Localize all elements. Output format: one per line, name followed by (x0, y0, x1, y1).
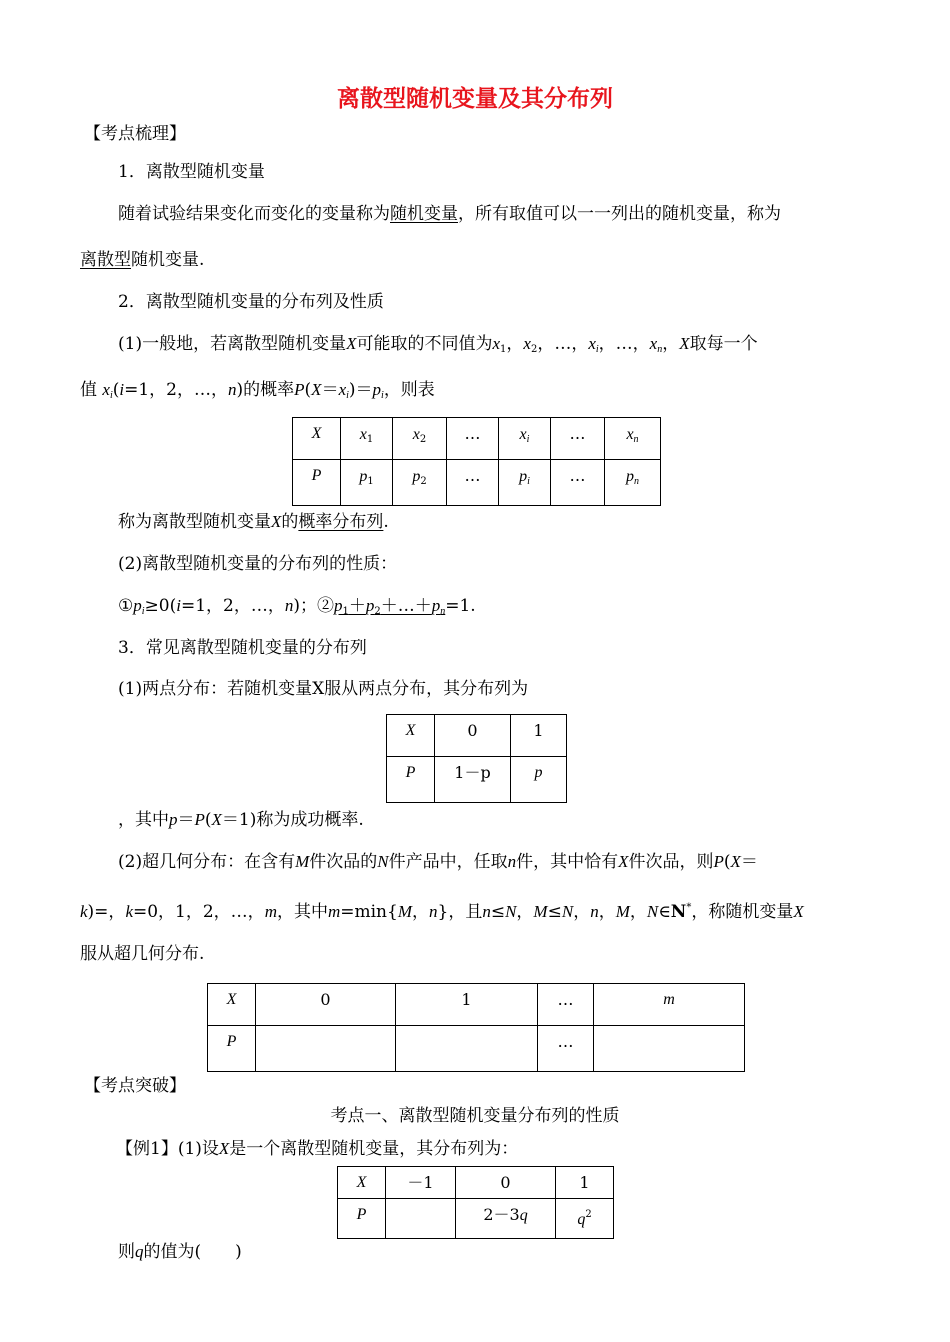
table-cell: … (447, 418, 499, 460)
table-cell: 0 (456, 1167, 556, 1199)
table-cell: X (387, 715, 435, 757)
table-cell: $x_n$ (605, 418, 661, 460)
section-header-breakthrough: 【考点突破】 (84, 1076, 186, 1096)
paragraph-called-distribution: 称为离散型随机变量X的概率分布列. (118, 512, 389, 532)
distribution-table-general (292, 417, 661, 506)
paragraph-distribution-line2: 值 $x_i(i=1$，2，…，n)的概率$P(X=x_i)=p_i$，则表 (80, 380, 435, 401)
table-cell: P (338, 1199, 386, 1239)
table-cell (594, 1026, 745, 1072)
table-cell: $p_2$ (393, 460, 447, 506)
table-cell: 1 (511, 715, 567, 757)
table-cell: X (338, 1167, 386, 1199)
distribution-table-hypergeometric (207, 983, 745, 1072)
table-cell: … (538, 1026, 594, 1072)
topic-heading: 考点一、离散型随机变量分布列的性质 (330, 1106, 620, 1126)
heading-discrete-rv: 1．离散型随机变量 (118, 162, 265, 182)
example-1-question: 则q的值为( ) (118, 1242, 242, 1262)
paragraph-two-point: (1)两点分布：若随机变量X服从两点分布，其分布列为 (118, 679, 529, 699)
table-cell: 0 (256, 984, 396, 1026)
heading-common-distributions: 3．常见离散型随机变量的分布列 (118, 638, 367, 658)
table-cell: … (551, 460, 605, 506)
table-cell: －1 (386, 1167, 456, 1199)
table-cell: X (293, 418, 341, 460)
term-random-variable: 随机变量 (390, 204, 458, 224)
table-cell: … (551, 418, 605, 460)
table-cell: p (511, 757, 567, 803)
table-cell: P (387, 757, 435, 803)
table-cell: P (208, 1026, 256, 1072)
table-cell: 1－p (435, 757, 511, 803)
table-cell (396, 1026, 538, 1072)
heading-properties: (2)离散型随机变量的分布列的性质： (118, 554, 398, 574)
distribution-table-two-point (386, 714, 567, 803)
table-cell: P (293, 460, 341, 506)
table-cell: 1 (556, 1167, 614, 1199)
paragraph-hypergeometric-line2: k)=，k=0，1，2，…，m，其中m=min{M，n}，且n≤N，M≤N，n，M，N∈N*，称随机变量X (80, 902, 804, 922)
table-cell (256, 1026, 396, 1072)
page-title: 离散型随机变量及其分布列 (337, 86, 613, 112)
table-cell: X (208, 984, 256, 1026)
section-header-review: 【考点梳理】 (84, 124, 186, 144)
heading-distribution: 2．离散型随机变量的分布列及性质 (118, 292, 384, 312)
example-1-statement: 【例1】(1)设X是一个离散型随机变量，其分布列为： (116, 1139, 519, 1159)
table-cell: … (538, 984, 594, 1026)
paragraph-definition-line1: 随着试验结果变化而变化的变量称为随机变量，所有取值可以一一列出的随机变量，称为 (118, 204, 781, 224)
distribution-table-example1 (337, 1166, 614, 1239)
table-cell: $x_1$ (341, 418, 393, 460)
table-cell: $p_1$ (341, 460, 393, 506)
table-cell: $p_n$ (605, 460, 661, 506)
paragraph-properties: $①p_i\ge 0(i=1$，2，…，n)；$②p_1+p_2+\dots+p_n=1$. (118, 596, 476, 617)
paragraph-definition-line2: 离散型随机变量. (80, 250, 205, 270)
table-cell: m (594, 984, 745, 1026)
table-cell: $p_i$ (499, 460, 551, 506)
table-cell (386, 1199, 456, 1239)
paragraph-success-probability: ，其中p＝P(X＝1)称为成功概率. (118, 810, 364, 830)
table-cell: 0 (435, 715, 511, 757)
table-cell: … (447, 460, 499, 506)
paragraph-distribution-line1: (1)一般地，若离散型随机变量X可能取的不同值为$x_1$，$x_2$，…，$x_i$，…，$x_n$，X取每一个 (118, 334, 758, 355)
term-discrete: 离散型 (80, 250, 131, 270)
paragraph-hypergeometric-line1: (2)超几何分布：在含有M件次品的N件产品中，任取n件，其中恰有X件次品，则P(X＝ (118, 852, 758, 872)
table-cell: $x_2$ (393, 418, 447, 460)
term-probability-distribution: 概率分布列 (298, 512, 384, 532)
table-cell: 2－3q (456, 1199, 556, 1239)
table-cell: $x_i$ (499, 418, 551, 460)
table-cell: $q^2$ (556, 1199, 614, 1239)
table-cell: 1 (396, 984, 538, 1026)
paragraph-hypergeometric-line3: 服从超几何分布. (80, 944, 205, 964)
